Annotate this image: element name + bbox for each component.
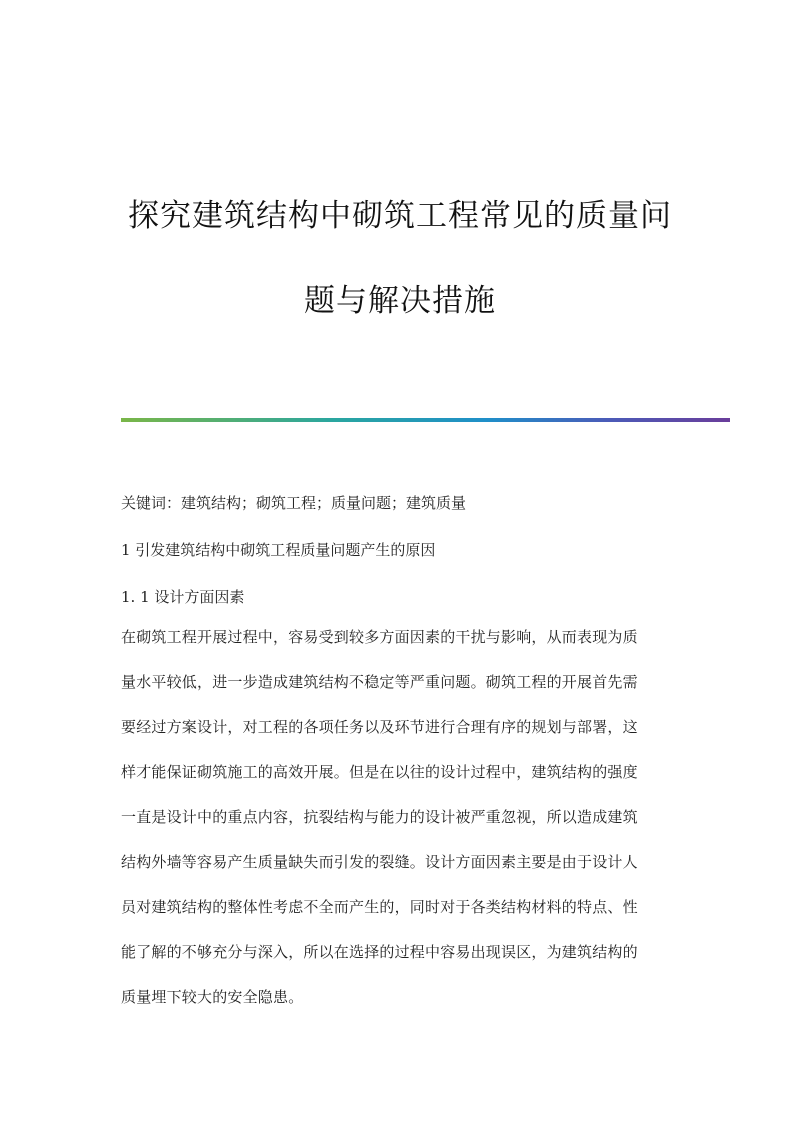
paragraph-line: 样才能保证砌筑施工的高效开展。但是在以往的设计过程中，建筑结构的强度 <box>121 763 638 781</box>
title-line-1: 探究建筑结构中砌筑工程常见的质量问 <box>128 198 672 234</box>
title-divider <box>121 418 730 422</box>
paragraph-line: 质量埋下较大的安全隐患。 <box>121 988 304 1006</box>
paragraph <box>121 627 681 1008</box>
paragraph-line: 结构外墙等容易产生质量缺失而引发的裂缝。设计方面因素主要是由于设计人 <box>121 853 638 871</box>
paragraph-line: 要经过方案设计，对工程的各项任务以及环节进行合理有序的规划与部署，这 <box>121 718 638 736</box>
document-body <box>121 493 681 1032</box>
keywords: 关键词：建筑结构；砌筑工程；质量问题；建筑质量 <box>121 494 467 512</box>
section-heading: 1 引发建筑结构中砌筑工程质量问题产生的原因 <box>121 541 436 559</box>
paragraph-line: 量水平较低，进一步造成建筑结构不稳定等严重问题。砌筑工程的开展首先需 <box>121 673 638 691</box>
paragraph-line: 一直是设计中的重点内容，抗裂结构与能力的设计被严重忽视，所以造成建筑 <box>121 808 638 826</box>
subsection-heading: 1. 1 设计方面因素 <box>121 588 245 606</box>
paragraph-line: 员对建筑结构的整体性考虑不全而产生的，同时对于各类结构材料的特点、性 <box>121 898 638 916</box>
title-line-2: 题与解决措施 <box>304 283 496 319</box>
paragraph-line: 在砌筑工程开展过程中，容易受到较多方面因素的干扰与影响，从而表现为质 <box>121 628 638 646</box>
paragraph-line: 能了解的不够充分与深入，所以在选择的过程中容易出现误区，为建筑结构的 <box>121 943 638 961</box>
